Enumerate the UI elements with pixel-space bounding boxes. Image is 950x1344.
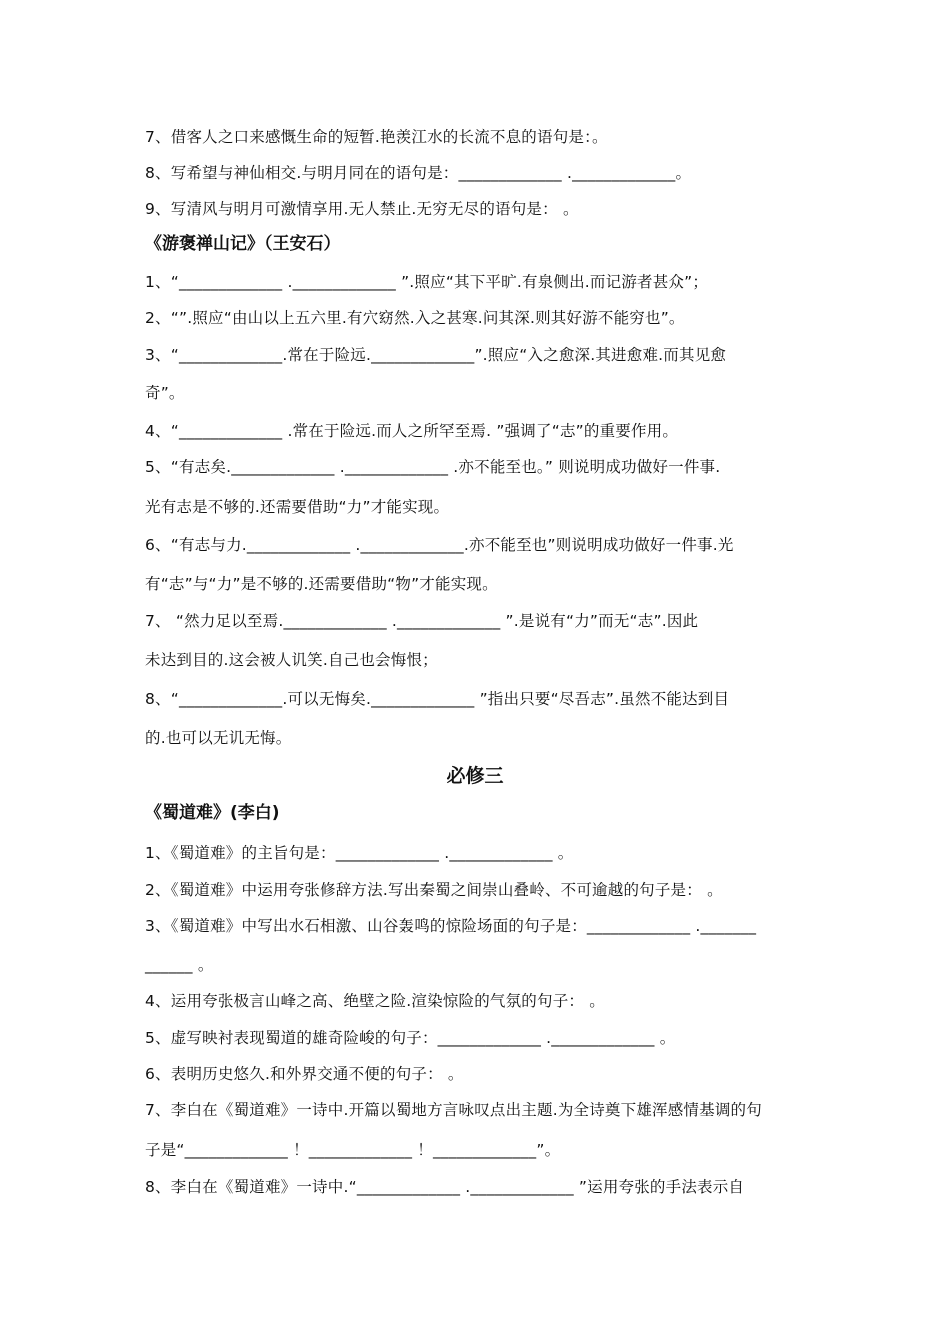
question-line: 6、“有志与力._____________ ._____________.亦不能至也”则说明成功做好一件事.光 bbox=[145, 536, 734, 554]
question-line: 8、写希望与神仙相交.与明月同在的语句是：_____________ ._____________。 bbox=[145, 164, 692, 182]
question-line-continued: 奇”。 bbox=[145, 384, 185, 402]
question-line: 4、“_____________ .常在于险远.而人之所罕至焉. ”强调了“志”的重要作用。 bbox=[145, 422, 679, 440]
question-line: 1、“_____________ ._____________ ”.照应“其下平旷.有泉侧出.而记游者甚众”； bbox=[145, 273, 709, 291]
question-line-continued: 的.也可以无讥无悔。 bbox=[145, 729, 292, 747]
question-line-continued: 有“志”与“力”是不够的.还需要借助“物”才能实现。 bbox=[145, 575, 498, 593]
question-line: 1、《蜀道难》的主旨句是：_____________ ._____________ 。 bbox=[145, 844, 574, 862]
question-line-continued: 子是“_____________ ！_____________ ！_____________”。 bbox=[145, 1141, 561, 1159]
question-line-continued: 未达到目的.这会被人讥笑.自己也会悔恨； bbox=[145, 651, 438, 669]
question-line-continued: ______ 。 bbox=[145, 956, 214, 974]
question-line: 3、“_____________.常在于险远._____________”.照应“入之愈深.其进愈难.而其见愈 bbox=[145, 346, 727, 364]
question-line: 8、李白在《蜀道难》一诗中.“_____________ ._____________ ”运用夸张的手法表示自 bbox=[145, 1178, 745, 1196]
question-line: 6、表明历史悠久.和外界交通不便的句子： 。 bbox=[145, 1065, 464, 1083]
question-line: 7、 “然力足以至焉._____________ ._____________ ”.是说有“力”而无“志”.因此 bbox=[145, 612, 699, 630]
question-line: 5、虚写映衬表现蜀道的雄奇险峻的句子：_____________ ._____________ 。 bbox=[145, 1029, 676, 1047]
question-line-continued: 光有志是不够的.还需要借助“力”才能实现。 bbox=[145, 498, 450, 516]
section-heading: 《蜀道难》(李白) bbox=[145, 803, 280, 823]
question-line: 7、借客人之口来感慨生命的短暂.艳羡江水的长流不息的语句是：。 bbox=[145, 128, 608, 146]
question-line: 3、《蜀道难》中写出水石相激、山谷轰鸣的惊险场面的句子是：_____________ ._______ bbox=[145, 917, 757, 935]
question-line: 2、“”.照应“由山以上五六里.有穴窈然.入之甚寒.问其深.则其好游不能穷也”。 bbox=[145, 309, 685, 327]
question-line: 2、《蜀道难》中运用夸张修辞方法.写出秦蜀之间崇山叠岭、不可逾越的句子是： 。 bbox=[145, 881, 723, 899]
question-line: 7、李白在《蜀道难》一诗中.开篇以蜀地方言咏叹点出主题.为全诗奠下雄浑感情基调的句 bbox=[145, 1101, 762, 1119]
question-line: 8、“_____________.可以无悔矣._____________ ”指出只要“尽吾志”.虽然不能达到目 bbox=[145, 690, 730, 708]
question-line: 9、写清风与明月可激情享用.无人禁止.无穷无尽的语句是： 。 bbox=[145, 200, 579, 218]
question-line: 4、运用夸张极言山峰之高、绝壁之险.渲染惊险的气氛的句子： 。 bbox=[145, 992, 605, 1010]
section-heading: 《游褒禅山记》（王安石） bbox=[145, 234, 341, 254]
part-title: 必修三 bbox=[446, 765, 504, 787]
question-line: 5、“有志矣._____________ ._____________ .亦不能至也。” 则说明成功做好一件事. bbox=[145, 458, 721, 476]
